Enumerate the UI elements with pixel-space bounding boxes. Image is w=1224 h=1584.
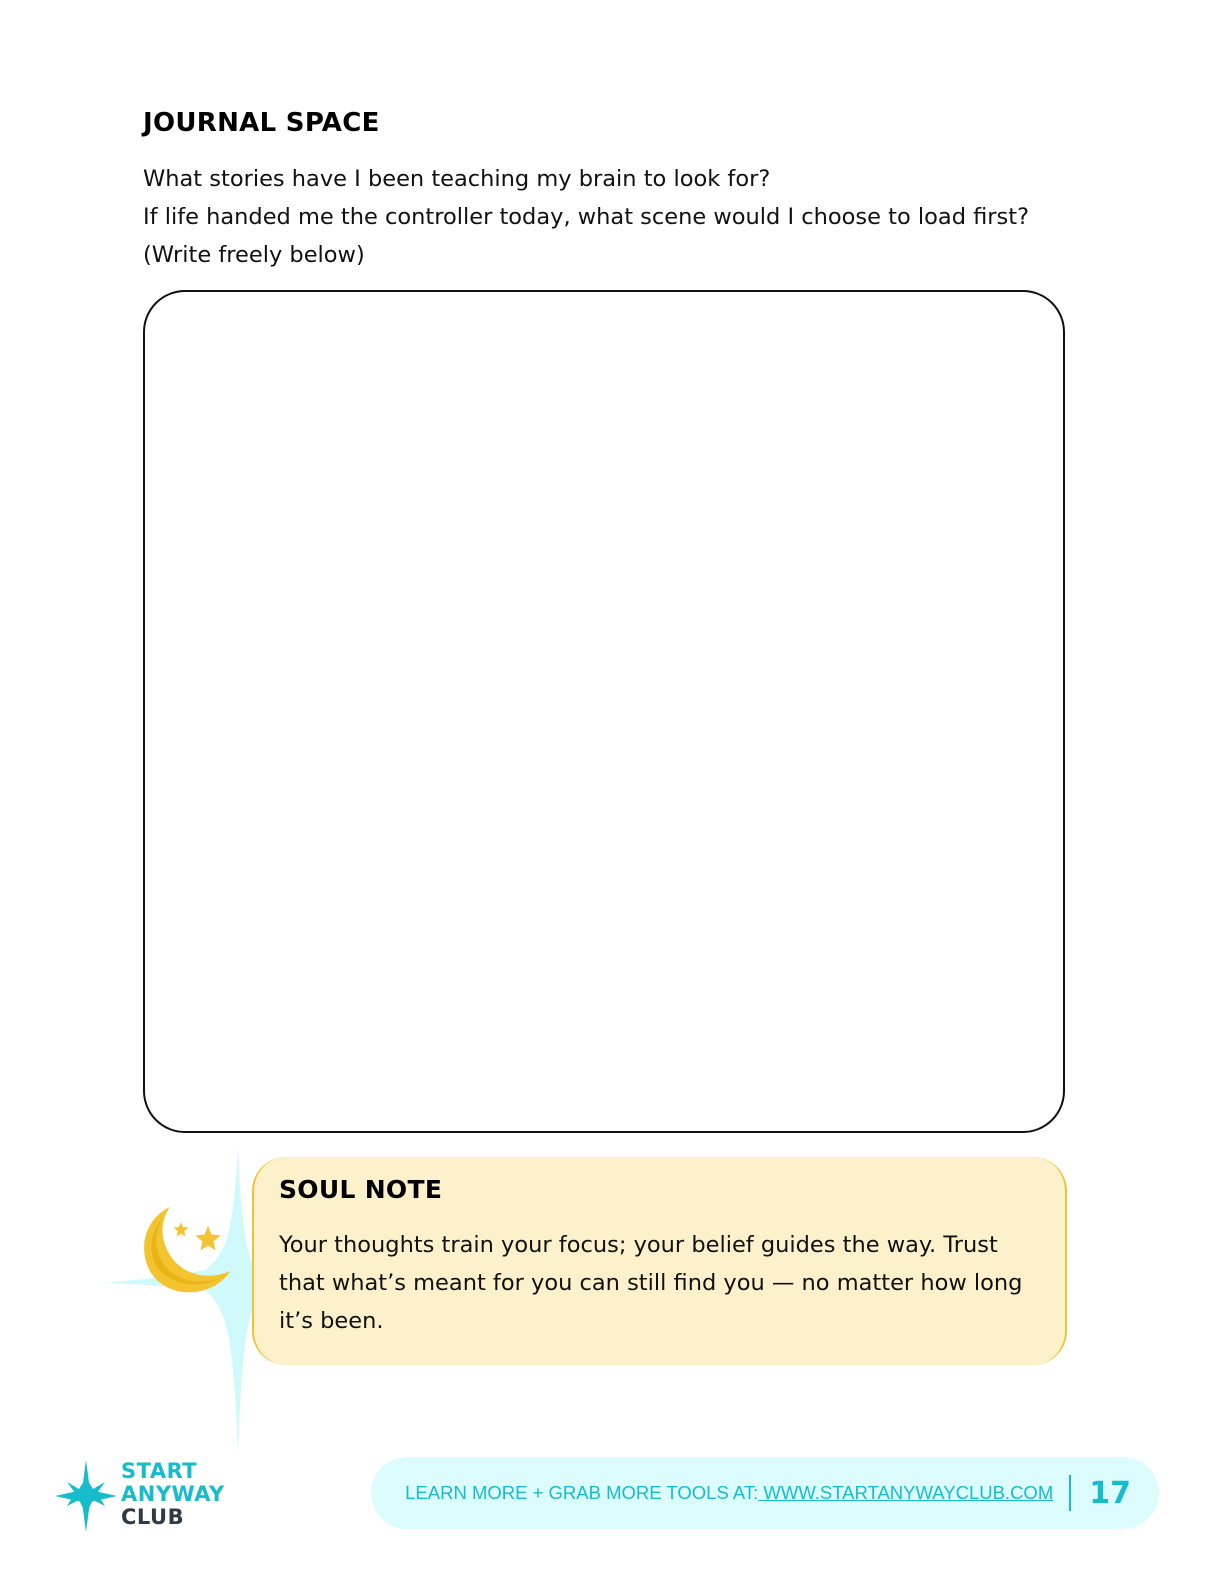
sparkle-icon — [105, 1148, 265, 1458]
footer-divider — [1069, 1475, 1071, 1511]
logo-line-anyway: ANYWAY — [121, 1482, 225, 1506]
footer-text — [405, 1482, 1053, 1504]
footer-label: LEARN MORE + GRAB MORE TOOLS AT: — [405, 1482, 759, 1503]
soul-note-card — [252, 1157, 1067, 1365]
soul-note-title: SOUL NOTE — [279, 1175, 443, 1204]
section-heading: JOURNAL SPACE — [143, 108, 380, 138]
journal-writing-area[interactable] — [143, 290, 1065, 1133]
website-link[interactable]: WWW.STARTANYWAYCLUB.COM — [758, 1482, 1054, 1503]
logo-line-start: START — [121, 1459, 198, 1483]
logo-star-icon — [55, 1460, 117, 1532]
page-number: 17 — [1089, 1475, 1131, 1511]
prompt-line-2: If life handed me the controller today, what scene would I choose to load first? (Write freely below) — [143, 204, 1030, 268]
brand-logo — [55, 1460, 225, 1532]
journal-prompt — [143, 160, 1043, 274]
prompt-line-1: What stories have I been teaching my brain to look for? — [143, 166, 771, 192]
moon-stars-icon — [138, 1205, 238, 1300]
logo-line-club: CLUB — [121, 1505, 185, 1529]
soul-note-text: Your thoughts train your focus; your belief guides the way. Trust that what’s meant for you can still find you — no matter how long it’s been. — [279, 1232, 1023, 1334]
footer-banner — [371, 1457, 1159, 1529]
